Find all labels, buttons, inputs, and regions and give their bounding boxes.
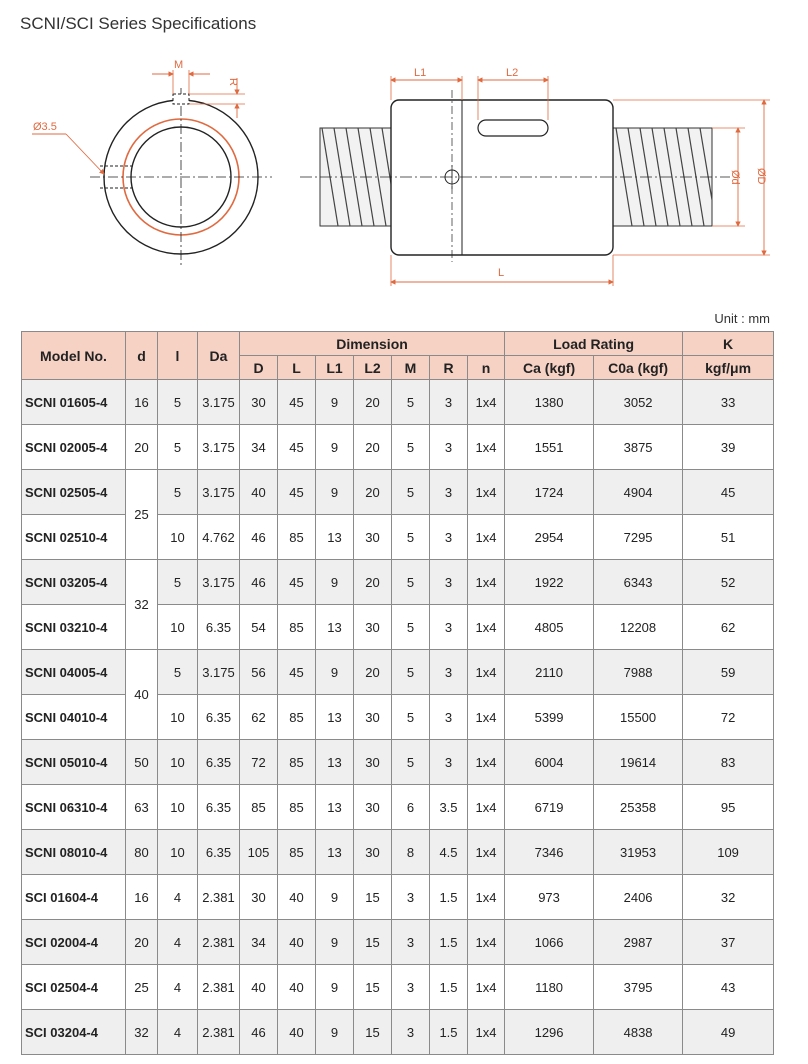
cell-d: 16 <box>126 380 158 425</box>
cell-ca: 1380 <box>505 380 594 425</box>
cell-d: 30 <box>240 875 278 920</box>
cell-d: 46 <box>240 560 278 605</box>
cell-l2: 30 <box>354 740 392 785</box>
cell-l1: 13 <box>316 605 354 650</box>
cell-m: 5 <box>392 380 430 425</box>
cell-m: 5 <box>392 650 430 695</box>
side-view <box>300 67 770 286</box>
cell-d: 16 <box>126 875 158 920</box>
cell-da: 6.35 <box>198 785 240 830</box>
cell-k: 49 <box>683 1010 774 1055</box>
cell-model: SCNI 08010-4 <box>22 830 126 875</box>
cell-da: 3.175 <box>198 425 240 470</box>
table-row <box>22 785 774 830</box>
table-row <box>22 965 774 1010</box>
cell-m: 5 <box>392 560 430 605</box>
cell-r: 4.5 <box>430 830 468 875</box>
cell-model: SCNI 04010-4 <box>22 695 126 740</box>
cell-k: 59 <box>683 650 774 695</box>
cell-c0a: 12208 <box>594 605 683 650</box>
cell-r: 3 <box>430 560 468 605</box>
cell-r: 3 <box>430 740 468 785</box>
label-l: L <box>498 267 505 279</box>
cell-l: 4 <box>158 920 198 965</box>
cell-model: SCNI 02005-4 <box>22 425 126 470</box>
cell-n: 1x4 <box>468 695 505 740</box>
cell-model: SCI 03204-4 <box>22 1010 126 1055</box>
cell-c0a: 7988 <box>594 650 683 695</box>
table-row <box>22 1010 774 1055</box>
cell-l1: 9 <box>316 560 354 605</box>
cell-l2: 30 <box>354 515 392 560</box>
cell-da: 2.381 <box>198 875 240 920</box>
cell-d: 32 <box>126 560 158 650</box>
cell-l2: 20 <box>354 425 392 470</box>
cell-d: 20 <box>126 920 158 965</box>
cell-d: 50 <box>126 740 158 785</box>
cell-m: 3 <box>392 920 430 965</box>
cell-k: 33 <box>683 380 774 425</box>
header-d: d <box>126 332 158 380</box>
cell-l: 45 <box>278 380 316 425</box>
cell-k: 39 <box>683 425 774 470</box>
cell-l2: 30 <box>354 695 392 740</box>
cell-n: 1x4 <box>468 1010 505 1055</box>
cell-ca: 1296 <box>505 1010 594 1055</box>
cell-c0a: 3875 <box>594 425 683 470</box>
cell-d: 40 <box>240 965 278 1010</box>
table-row <box>22 425 774 470</box>
cell-l: 85 <box>278 515 316 560</box>
cell-l2: 15 <box>354 875 392 920</box>
cell-m: 6 <box>392 785 430 830</box>
label-phi35: Ø3.5 <box>33 121 57 133</box>
cell-l: 4 <box>158 875 198 920</box>
cell-l2: 15 <box>354 965 392 1010</box>
cell-l2: 15 <box>354 920 392 965</box>
cell-r: 3 <box>430 470 468 515</box>
cell-c0a: 3052 <box>594 380 683 425</box>
cell-m: 5 <box>392 515 430 560</box>
cell-k: 72 <box>683 695 774 740</box>
cell-r: 3 <box>430 515 468 560</box>
cell-r: 3 <box>430 425 468 470</box>
cell-k: 37 <box>683 920 774 965</box>
cell-l: 40 <box>278 875 316 920</box>
cell-da: 6.35 <box>198 695 240 740</box>
cell-l: 85 <box>278 740 316 785</box>
cell-l: 10 <box>158 830 198 875</box>
cell-da: 3.175 <box>198 380 240 425</box>
cell-l1: 9 <box>316 965 354 1010</box>
cell-c0a: 4838 <box>594 1010 683 1055</box>
cell-d: 56 <box>240 650 278 695</box>
cell-n: 1x4 <box>468 560 505 605</box>
cell-model: SCNI 03210-4 <box>22 605 126 650</box>
cell-da: 4.762 <box>198 515 240 560</box>
cell-da: 3.175 <box>198 470 240 515</box>
cell-l: 5 <box>158 470 198 515</box>
cell-l1: 9 <box>316 650 354 695</box>
cell-m: 5 <box>392 605 430 650</box>
cell-da: 2.381 <box>198 920 240 965</box>
cell-l1: 13 <box>316 515 354 560</box>
cell-n: 1x4 <box>468 920 505 965</box>
cell-l: 10 <box>158 695 198 740</box>
header-n: n <box>468 356 505 380</box>
cell-l1: 9 <box>316 875 354 920</box>
cell-l2: 15 <box>354 1010 392 1055</box>
cell-l: 45 <box>278 470 316 515</box>
cell-da: 3.175 <box>198 650 240 695</box>
cell-d: 30 <box>240 380 278 425</box>
cell-r: 1.5 <box>430 875 468 920</box>
cell-d: 85 <box>240 785 278 830</box>
cell-l1: 9 <box>316 470 354 515</box>
cell-model: SCNI 06310-4 <box>22 785 126 830</box>
cell-l: 4 <box>158 1010 198 1055</box>
cell-ca: 6719 <box>505 785 594 830</box>
cell-c0a: 25358 <box>594 785 683 830</box>
cell-ca: 5399 <box>505 695 594 740</box>
cell-ca: 4805 <box>505 605 594 650</box>
cell-d: 34 <box>240 920 278 965</box>
end-view <box>32 59 272 265</box>
technical-drawing <box>0 50 808 300</box>
cell-n: 1x4 <box>468 380 505 425</box>
cell-l: 40 <box>278 920 316 965</box>
page-title: SCNI/SCI Series Specifications <box>20 14 257 33</box>
cell-c0a: 19614 <box>594 740 683 785</box>
cell-model: SCI 01604-4 <box>22 875 126 920</box>
cell-d: 63 <box>126 785 158 830</box>
cell-m: 3 <box>392 965 430 1010</box>
cell-l2: 30 <box>354 605 392 650</box>
label-l1: L1 <box>414 67 427 79</box>
cell-c0a: 15500 <box>594 695 683 740</box>
cell-d: 62 <box>240 695 278 740</box>
cell-l: 85 <box>278 830 316 875</box>
header-k: K <box>683 332 774 356</box>
cell-m: 8 <box>392 830 430 875</box>
header-D: D <box>240 356 278 380</box>
cell-r: 3 <box>430 605 468 650</box>
cell-r: 3.5 <box>430 785 468 830</box>
cell-model: SCI 02004-4 <box>22 920 126 965</box>
cell-n: 1x4 <box>468 965 505 1010</box>
cell-m: 5 <box>392 740 430 785</box>
header-c0a: C0a (kgf) <box>594 356 683 380</box>
cell-l1: 9 <box>316 425 354 470</box>
cell-model: SCNI 02505-4 <box>22 470 126 515</box>
cell-l: 10 <box>158 785 198 830</box>
cell-l: 10 <box>158 605 198 650</box>
cell-d: 54 <box>240 605 278 650</box>
cell-l2: 30 <box>354 785 392 830</box>
cell-r: 1.5 <box>430 1010 468 1055</box>
cell-da: 6.35 <box>198 830 240 875</box>
cell-k: 43 <box>683 965 774 1010</box>
cell-da: 2.381 <box>198 965 240 1010</box>
cell-l2: 20 <box>354 470 392 515</box>
cell-k: 83 <box>683 740 774 785</box>
table-row <box>22 830 774 875</box>
label-phid: Ød <box>729 170 741 185</box>
spec-table <box>21 331 774 1055</box>
cell-l: 85 <box>278 695 316 740</box>
header-M: M <box>392 356 430 380</box>
cell-r: 1.5 <box>430 965 468 1010</box>
cell-k: 45 <box>683 470 774 515</box>
cell-c0a: 31953 <box>594 830 683 875</box>
header-R: R <box>430 356 468 380</box>
header-dimension: Dimension <box>240 332 505 356</box>
cell-d: 46 <box>240 1010 278 1055</box>
table-row <box>22 380 774 425</box>
cell-d: 105 <box>240 830 278 875</box>
header-L1: L1 <box>316 356 354 380</box>
cell-ca: 973 <box>505 875 594 920</box>
cell-m: 3 <box>392 875 430 920</box>
cell-l2: 30 <box>354 830 392 875</box>
header-ca: Ca (kgf) <box>505 356 594 380</box>
cell-l1: 9 <box>316 1010 354 1055</box>
cell-l: 5 <box>158 560 198 605</box>
cell-m: 5 <box>392 425 430 470</box>
cell-n: 1x4 <box>468 740 505 785</box>
cell-k: 51 <box>683 515 774 560</box>
cell-l: 40 <box>278 965 316 1010</box>
cell-m: 5 <box>392 470 430 515</box>
cell-ca: 1922 <box>505 560 594 605</box>
header-da: Da <box>198 332 240 380</box>
cell-r: 3 <box>430 380 468 425</box>
label-m: M <box>174 59 184 71</box>
spec-table-body <box>22 380 774 1055</box>
cell-l: 5 <box>158 650 198 695</box>
cell-d: 34 <box>240 425 278 470</box>
cell-d: 20 <box>126 425 158 470</box>
header-L2: L2 <box>354 356 392 380</box>
cell-da: 6.35 <box>198 605 240 650</box>
cell-ca: 6004 <box>505 740 594 785</box>
cell-l: 45 <box>278 560 316 605</box>
cell-ca: 1180 <box>505 965 594 1010</box>
cell-ca: 1551 <box>505 425 594 470</box>
cell-model: SCI 02504-4 <box>22 965 126 1010</box>
cell-l2: 20 <box>354 650 392 695</box>
table-row <box>22 470 774 515</box>
cell-l1: 9 <box>316 920 354 965</box>
cell-k: 32 <box>683 875 774 920</box>
cell-c0a: 3795 <box>594 965 683 1010</box>
cell-r: 1.5 <box>430 920 468 965</box>
cell-k: 109 <box>683 830 774 875</box>
header-k-unit: kgf/μm <box>683 356 774 380</box>
cell-ca: 2954 <box>505 515 594 560</box>
label-phiD: ØD <box>755 168 767 185</box>
cell-n: 1x4 <box>468 425 505 470</box>
cell-da: 3.175 <box>198 560 240 605</box>
header-l: l <box>158 332 198 380</box>
cell-d: 32 <box>126 1010 158 1055</box>
table-row <box>22 920 774 965</box>
cell-r: 3 <box>430 650 468 695</box>
cell-d: 25 <box>126 965 158 1010</box>
cell-ca: 7346 <box>505 830 594 875</box>
cell-d: 25 <box>126 470 158 560</box>
table-row <box>22 740 774 785</box>
cell-m: 3 <box>392 1010 430 1055</box>
cell-k: 52 <box>683 560 774 605</box>
cell-l: 85 <box>278 785 316 830</box>
cell-c0a: 2406 <box>594 875 683 920</box>
header-load-rating: Load Rating <box>505 332 683 356</box>
cell-l1: 13 <box>316 740 354 785</box>
cell-l1: 13 <box>316 695 354 740</box>
cell-l: 45 <box>278 425 316 470</box>
cell-c0a: 7295 <box>594 515 683 560</box>
cell-l: 40 <box>278 1010 316 1055</box>
cell-ca: 1724 <box>505 470 594 515</box>
cell-r: 3 <box>430 695 468 740</box>
cell-n: 1x4 <box>468 605 505 650</box>
cell-d: 46 <box>240 515 278 560</box>
cell-n: 1x4 <box>468 515 505 560</box>
cell-l: 45 <box>278 650 316 695</box>
cell-d: 80 <box>126 830 158 875</box>
cell-da: 6.35 <box>198 740 240 785</box>
cell-l: 10 <box>158 740 198 785</box>
cell-l: 4 <box>158 965 198 1010</box>
table-row <box>22 650 774 695</box>
cell-model: SCNI 04005-4 <box>22 650 126 695</box>
cell-n: 1x4 <box>468 830 505 875</box>
cell-da: 2.381 <box>198 1010 240 1055</box>
cell-k: 95 <box>683 785 774 830</box>
cell-l: 10 <box>158 515 198 560</box>
cell-model: SCNI 05010-4 <box>22 740 126 785</box>
cell-d: 72 <box>240 740 278 785</box>
cell-n: 1x4 <box>468 650 505 695</box>
header-model: Model No. <box>22 332 126 380</box>
cell-m: 5 <box>392 695 430 740</box>
label-l2: L2 <box>506 67 519 79</box>
cell-n: 1x4 <box>468 785 505 830</box>
cell-n: 1x4 <box>468 470 505 515</box>
cell-model: SCNI 01605-4 <box>22 380 126 425</box>
cell-ca: 1066 <box>505 920 594 965</box>
cell-c0a: 2987 <box>594 920 683 965</box>
cell-l1: 13 <box>316 830 354 875</box>
cell-k: 62 <box>683 605 774 650</box>
label-r: R <box>227 78 239 86</box>
cell-c0a: 4904 <box>594 470 683 515</box>
cell-n: 1x4 <box>468 875 505 920</box>
cell-l: 5 <box>158 425 198 470</box>
cell-l1: 13 <box>316 785 354 830</box>
cell-d: 40 <box>240 470 278 515</box>
table-row <box>22 875 774 920</box>
cell-l2: 20 <box>354 560 392 605</box>
cell-model: SCNI 02510-4 <box>22 515 126 560</box>
cell-l2: 20 <box>354 380 392 425</box>
unit-label: Unit : mm <box>714 311 770 326</box>
header-L: L <box>278 356 316 380</box>
cell-model: SCNI 03205-4 <box>22 560 126 605</box>
cell-l: 85 <box>278 605 316 650</box>
table-row <box>22 560 774 605</box>
cell-l1: 9 <box>316 380 354 425</box>
cell-l: 5 <box>158 380 198 425</box>
cell-c0a: 6343 <box>594 560 683 605</box>
cell-d: 40 <box>126 650 158 740</box>
cell-ca: 2110 <box>505 650 594 695</box>
